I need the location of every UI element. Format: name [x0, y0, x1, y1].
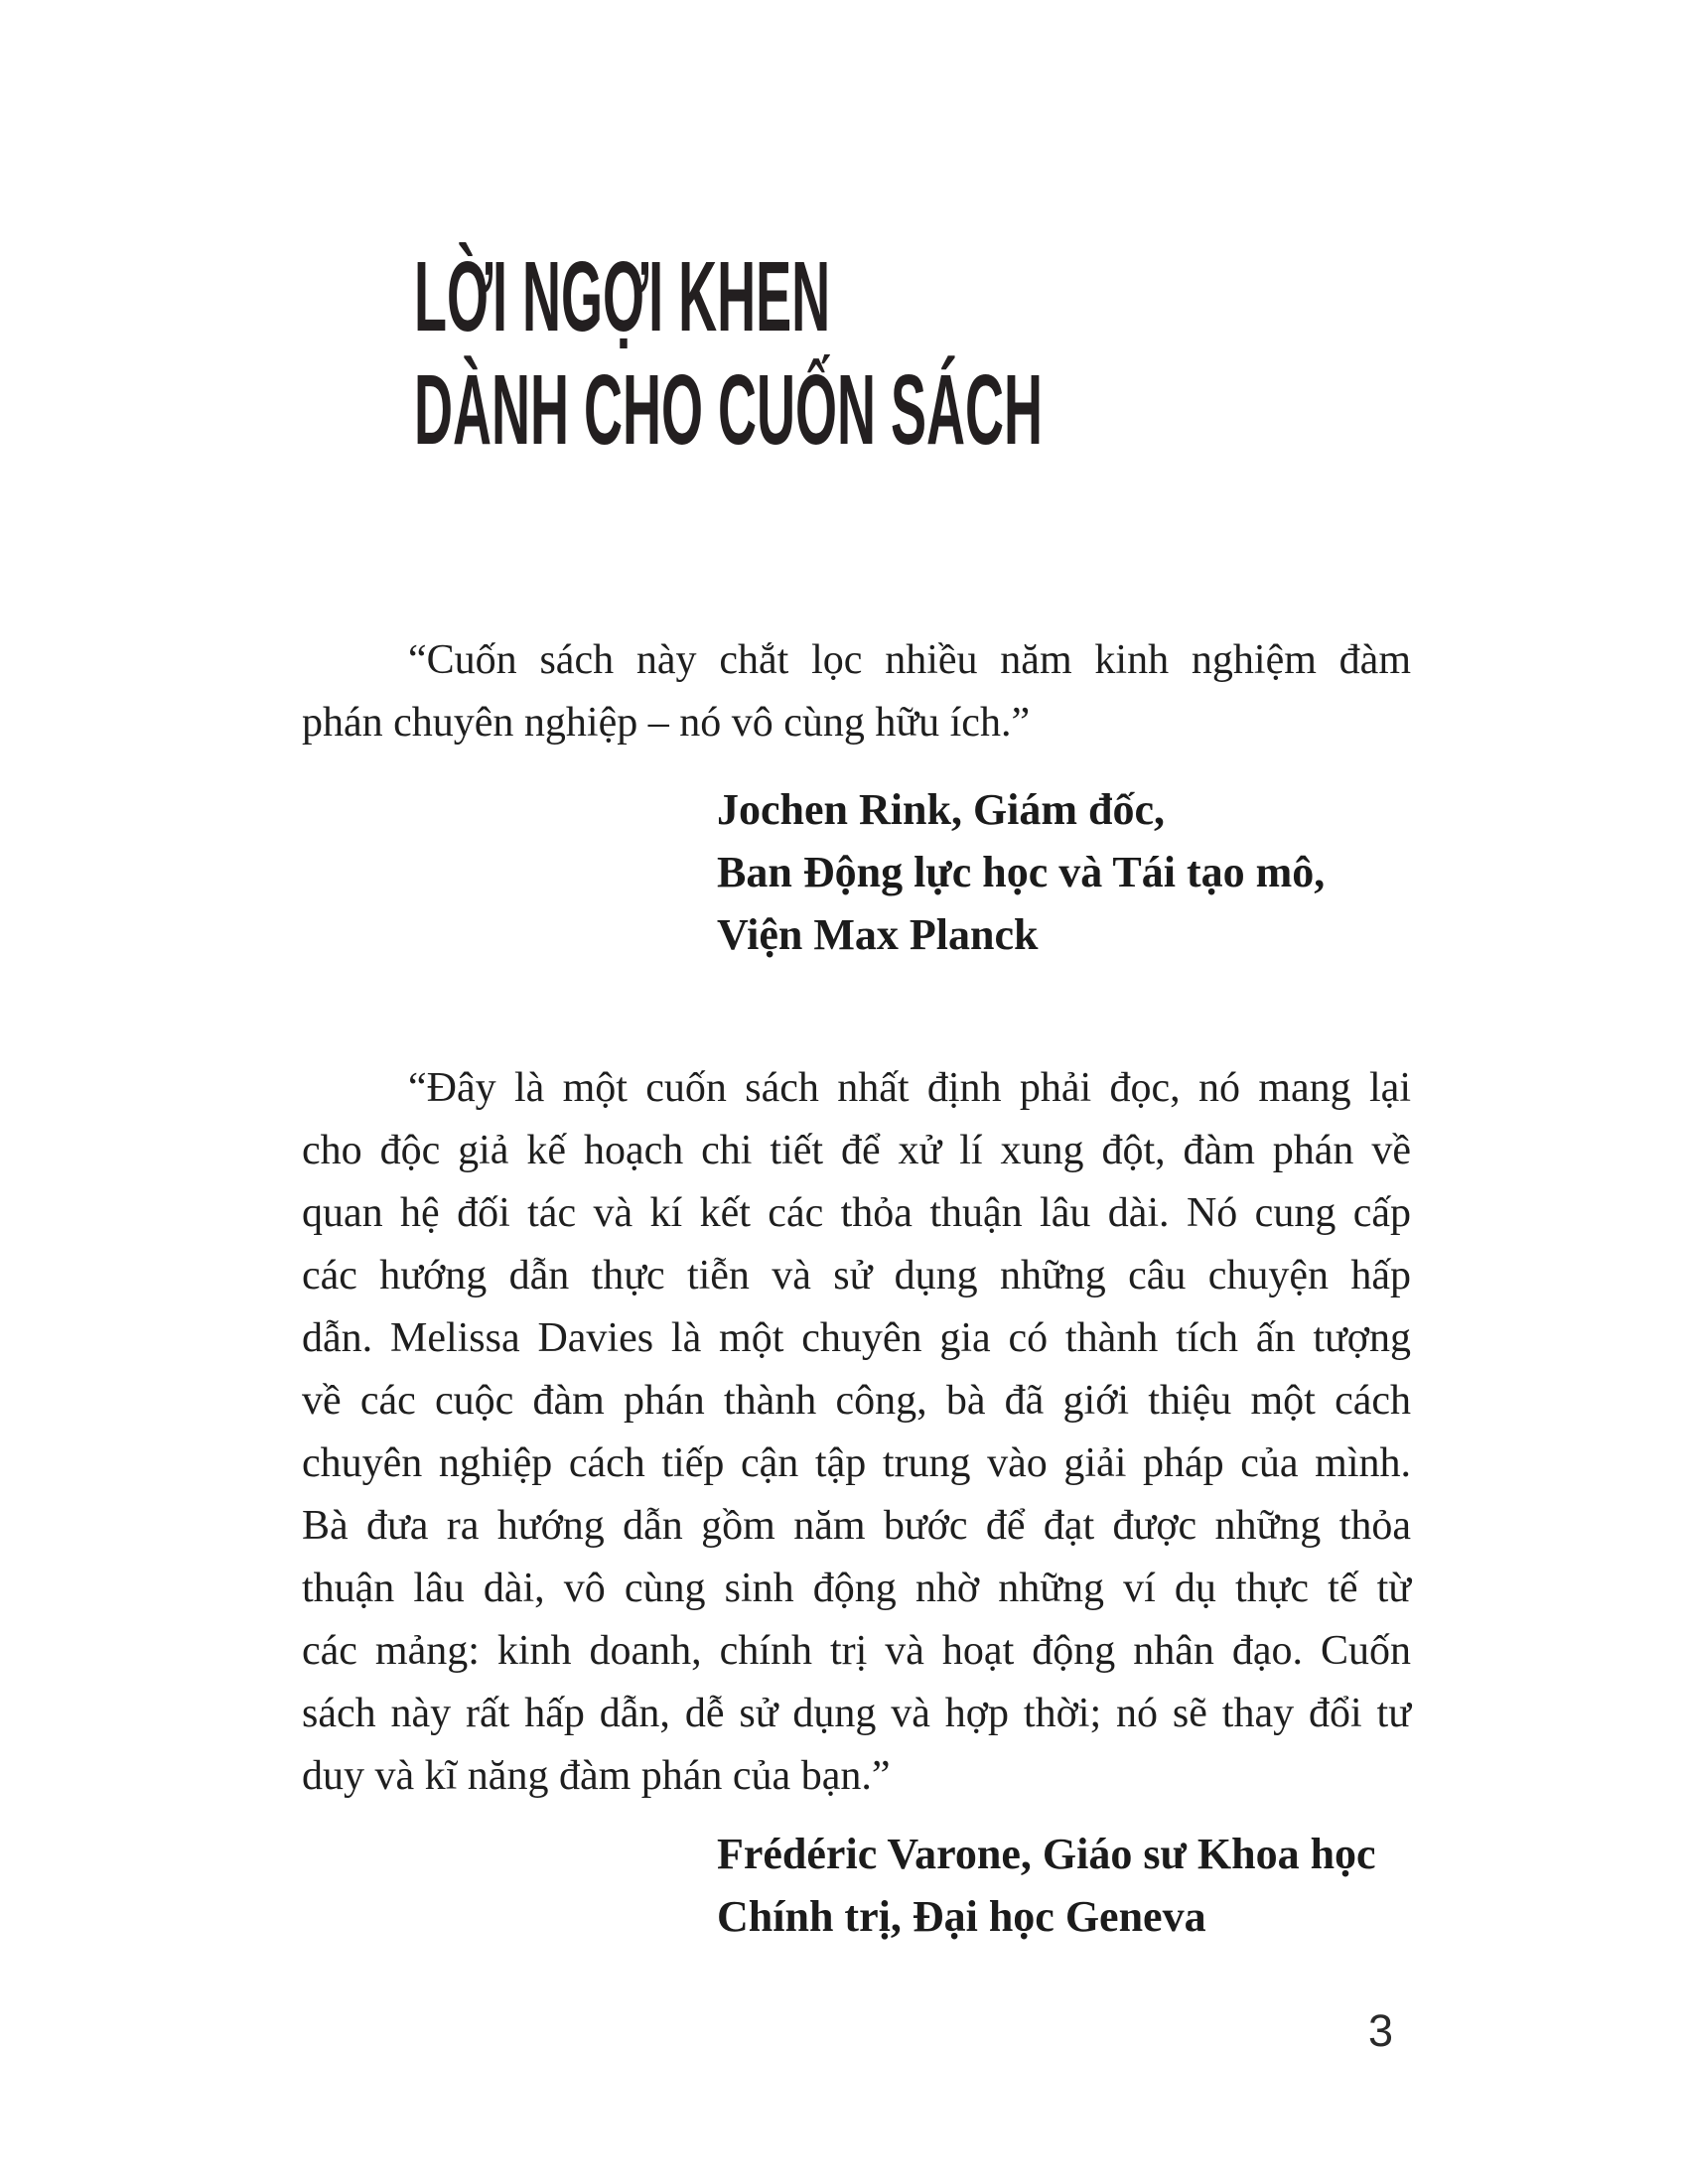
quote-line: Bà đưa ra hướng dẫn gồm năm bước để đạt được những thỏa — [302, 1503, 1411, 1549]
attribution-line: Jochen Rink, Giám đốc, — [717, 785, 1166, 834]
chapter-title-line: LỜI NGỢI KHEN — [414, 241, 831, 352]
quote-line: thuận lâu dài, vô cùng sinh động nhờ những ví dụ thực tế từ — [302, 1566, 1411, 1611]
quote-attribution-1 — [717, 778, 1325, 966]
quote-paragraph-2 — [302, 1057, 1411, 1808]
quote-line: duy và kĩ năng đàm phán của bạn.” — [302, 1753, 891, 1799]
quote-attribution-2 — [717, 1823, 1376, 1948]
quote-line: “Đây là một cuốn sách nhất định phải đọc, nó mang lại — [408, 1065, 1411, 1111]
chapter-title-line: DÀNH CHO CUỐN SÁCH — [414, 354, 1043, 466]
attribution-line: Frédéric Varone, Giáo sư Khoa học — [717, 1830, 1376, 1878]
quote-line: các mảng: kinh doanh, chính trị và hoạt động nhân đạo. Cuốn — [302, 1628, 1411, 1674]
attribution-line: Chính trị, Đại học Geneva — [717, 1892, 1206, 1941]
page-number: 3 — [1368, 2005, 1394, 2056]
quote-line: cho độc giả kế hoạch chi tiết để xử lí xung đột, đàm phán về — [302, 1128, 1411, 1173]
quote-paragraph-1 — [302, 629, 1411, 754]
attribution-line: Viện Max Planck — [717, 910, 1039, 959]
quote-line: quan hệ đối tác và kí kết các thỏa thuận lâu dài. Nó cung cấp — [302, 1190, 1411, 1236]
quote-line: “Cuốn sách này chắt lọc nhiều năm kinh nghiệm đàm — [408, 637, 1411, 683]
quote-line: về các cuộc đàm phán thành công, bà đã giới thiệu một cách — [302, 1378, 1411, 1424]
quote-line: các hướng dẫn thực tiễn và sử dụng những câu chuyện hấp — [302, 1253, 1411, 1298]
chapter-title — [414, 240, 1578, 467]
quote-line: dẫn. Melissa Davies là một chuyên gia có thành tích ấn tượng — [302, 1315, 1411, 1361]
attribution-line: Ban Động lực học và Tái tạo mô, — [717, 848, 1326, 896]
quote-line: chuyên nghiệp cách tiếp cận tập trung vào giải pháp của mình. — [302, 1440, 1411, 1486]
quote-line: sách này rất hấp dẫn, dễ sử dụng và hợp thời; nó sẽ thay đổi tư — [302, 1691, 1411, 1736]
quote-line: phán chuyên nghiệp – nó vô cùng hữu ích.” — [302, 700, 1031, 746]
